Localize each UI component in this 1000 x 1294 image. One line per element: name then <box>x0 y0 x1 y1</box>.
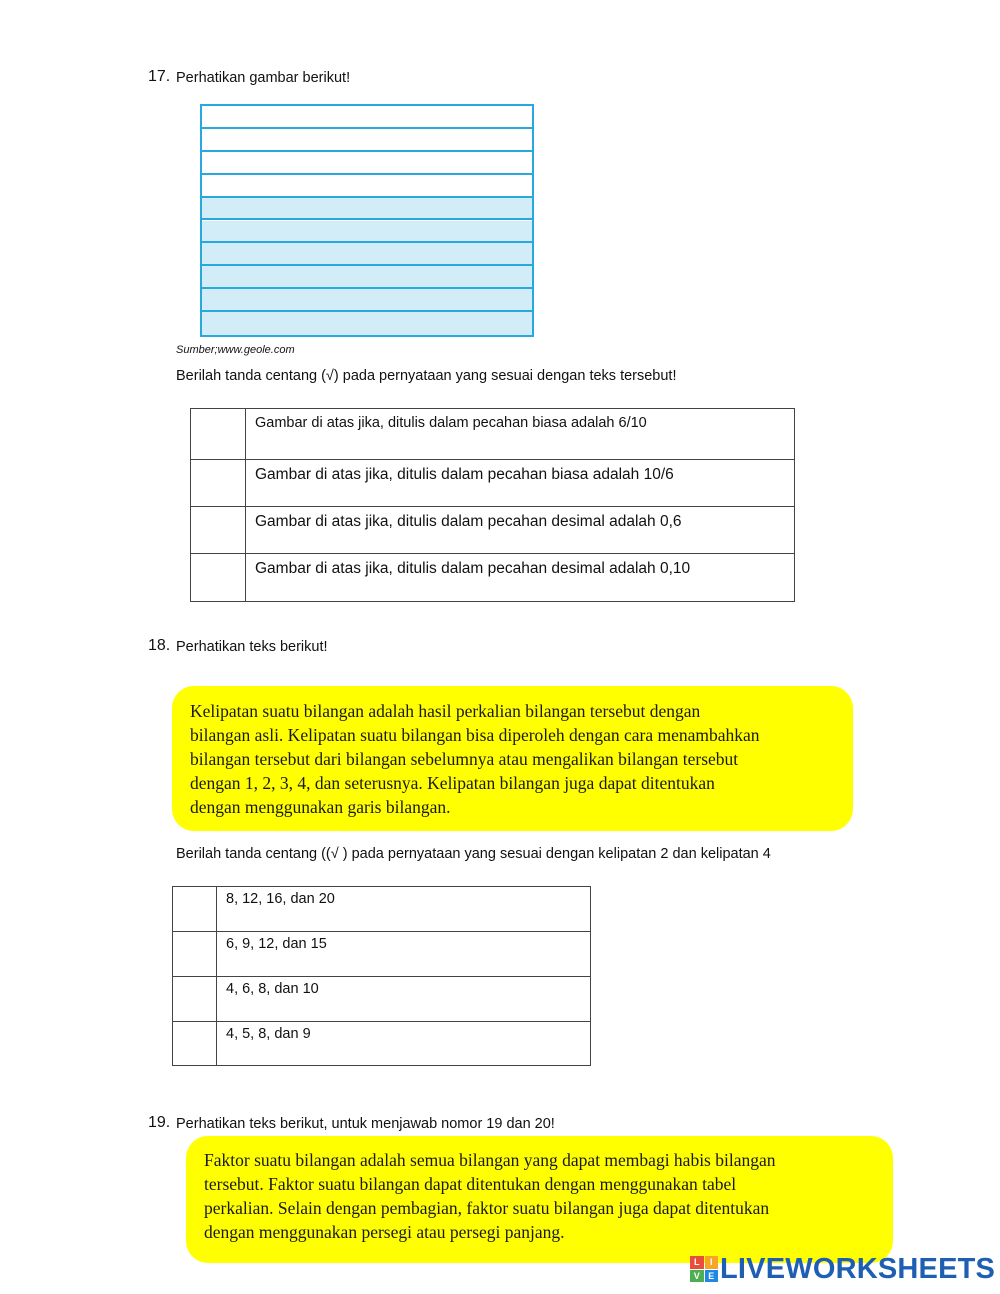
option-text: Gambar di atas jika, ditulis dalam pecahan biasa adalah 6/10 <box>246 409 795 460</box>
option-row <box>173 977 591 1022</box>
option-text: Gambar di atas jika, ditulis dalam pecahan desimal adalah 0,10 <box>246 554 795 602</box>
question-17-prompt: Perhatikan gambar berikut! <box>176 70 351 86</box>
passage-line: Kelipatan suatu bilangan adalah hasil perkalian bilangan tersebut dengan <box>190 701 701 721</box>
option-row <box>191 554 795 602</box>
option-checkbox[interactable] <box>173 887 217 932</box>
question-18-number: 18. <box>148 637 171 654</box>
option-checkbox[interactable] <box>191 409 246 460</box>
passage-line: bilangan tersebut dari bilangan sebelumnya atau mengalikan bilangan tersebut <box>190 749 739 769</box>
multiples-passage-box <box>172 686 853 831</box>
question-18-instruction: Berilah tanda centang ((√ ) pada pernyataan yang sesuai dengan kelipatan 2 dan kelipatan 4 <box>176 846 771 862</box>
option-row <box>173 1022 591 1066</box>
option-checkbox[interactable] <box>191 460 246 507</box>
passage-line: bilangan asli. Kelipatan suatu bilangan bisa diperoleh dengan cara menambahkan <box>190 725 760 745</box>
option-row <box>191 409 795 460</box>
passage-line: dengan 1, 2, 3, 4, dan seterusnya. Kelipatan bilangan juga dapat ditentukan <box>190 773 715 793</box>
option-text: 4, 6, 8, dan 10 <box>217 977 591 1022</box>
question-19-number: 19. <box>148 1114 171 1131</box>
option-row <box>173 887 591 932</box>
question-19-prompt: Perhatikan teks berikut, untuk menjawab nomor 19 dan 20! <box>176 1116 555 1132</box>
passage-line: perkalian. Selain dengan pembagian, faktor suatu bilangan juga dapat ditentukan <box>204 1198 770 1218</box>
fraction-strip <box>202 152 532 175</box>
question-17-options-table <box>190 408 795 602</box>
factors-passage-box <box>186 1136 893 1263</box>
option-text: Gambar di atas jika, ditulis dalam pecahan biasa adalah 10/6 <box>246 460 795 507</box>
option-checkbox[interactable] <box>173 932 217 977</box>
option-checkbox[interactable] <box>173 1022 217 1066</box>
passage-line: tersebut. Faktor suatu bilangan dapat ditentukan dengan menggunakan tabel <box>204 1174 737 1194</box>
fraction-strip <box>202 289 532 312</box>
passage-line: dengan menggunakan persegi atau persegi panjang. <box>204 1222 565 1242</box>
option-checkbox[interactable] <box>191 507 246 554</box>
question-17-number: 17. <box>148 68 171 85</box>
fraction-strip <box>202 129 532 152</box>
fraction-strip <box>202 312 532 335</box>
option-row <box>173 932 591 977</box>
logo-mark-letter: E <box>705 1270 719 1283</box>
fraction-strip <box>202 266 532 289</box>
fraction-figure <box>200 104 534 337</box>
liveworksheets-logo-text: LIVEWORKSHEETS <box>720 1252 996 1285</box>
question-17-instruction: Berilah tanda centang (√) pada pernyataan yang sesuai dengan teks tersebut! <box>176 368 677 384</box>
fraction-strip <box>202 106 532 129</box>
figure-source: Sumber;www.geole.com <box>176 344 295 356</box>
question-18-prompt: Perhatikan teks berikut! <box>176 639 328 655</box>
option-row <box>191 460 795 507</box>
fraction-strip <box>202 175 532 198</box>
fraction-strip <box>202 198 532 221</box>
logo-mark-letter: V <box>690 1270 704 1283</box>
liveworksheets-logo[interactable] <box>690 1254 995 1284</box>
option-text: 4, 5, 8, dan 9 <box>217 1022 591 1066</box>
option-checkbox[interactable] <box>191 554 246 602</box>
fraction-strip <box>202 243 532 266</box>
option-text: Gambar di atas jika, ditulis dalam pecahan desimal adalah 0,6 <box>246 507 795 554</box>
option-text: 8, 12, 16, dan 20 <box>217 887 591 932</box>
option-text: 6, 9, 12, dan 15 <box>217 932 591 977</box>
fraction-strip <box>202 221 532 244</box>
option-row <box>191 507 795 554</box>
logo-mark-letter: L <box>690 1256 704 1269</box>
passage-line: dengan menggunakan garis bilangan. <box>190 797 451 817</box>
logo-mark-letter: I <box>705 1256 719 1269</box>
passage-line: Faktor suatu bilangan adalah semua bilangan yang dapat membagi habis bilangan <box>204 1150 776 1170</box>
liveworksheets-logo-icon <box>690 1256 718 1282</box>
option-checkbox[interactable] <box>173 977 217 1022</box>
question-18-options-table <box>172 886 591 1066</box>
